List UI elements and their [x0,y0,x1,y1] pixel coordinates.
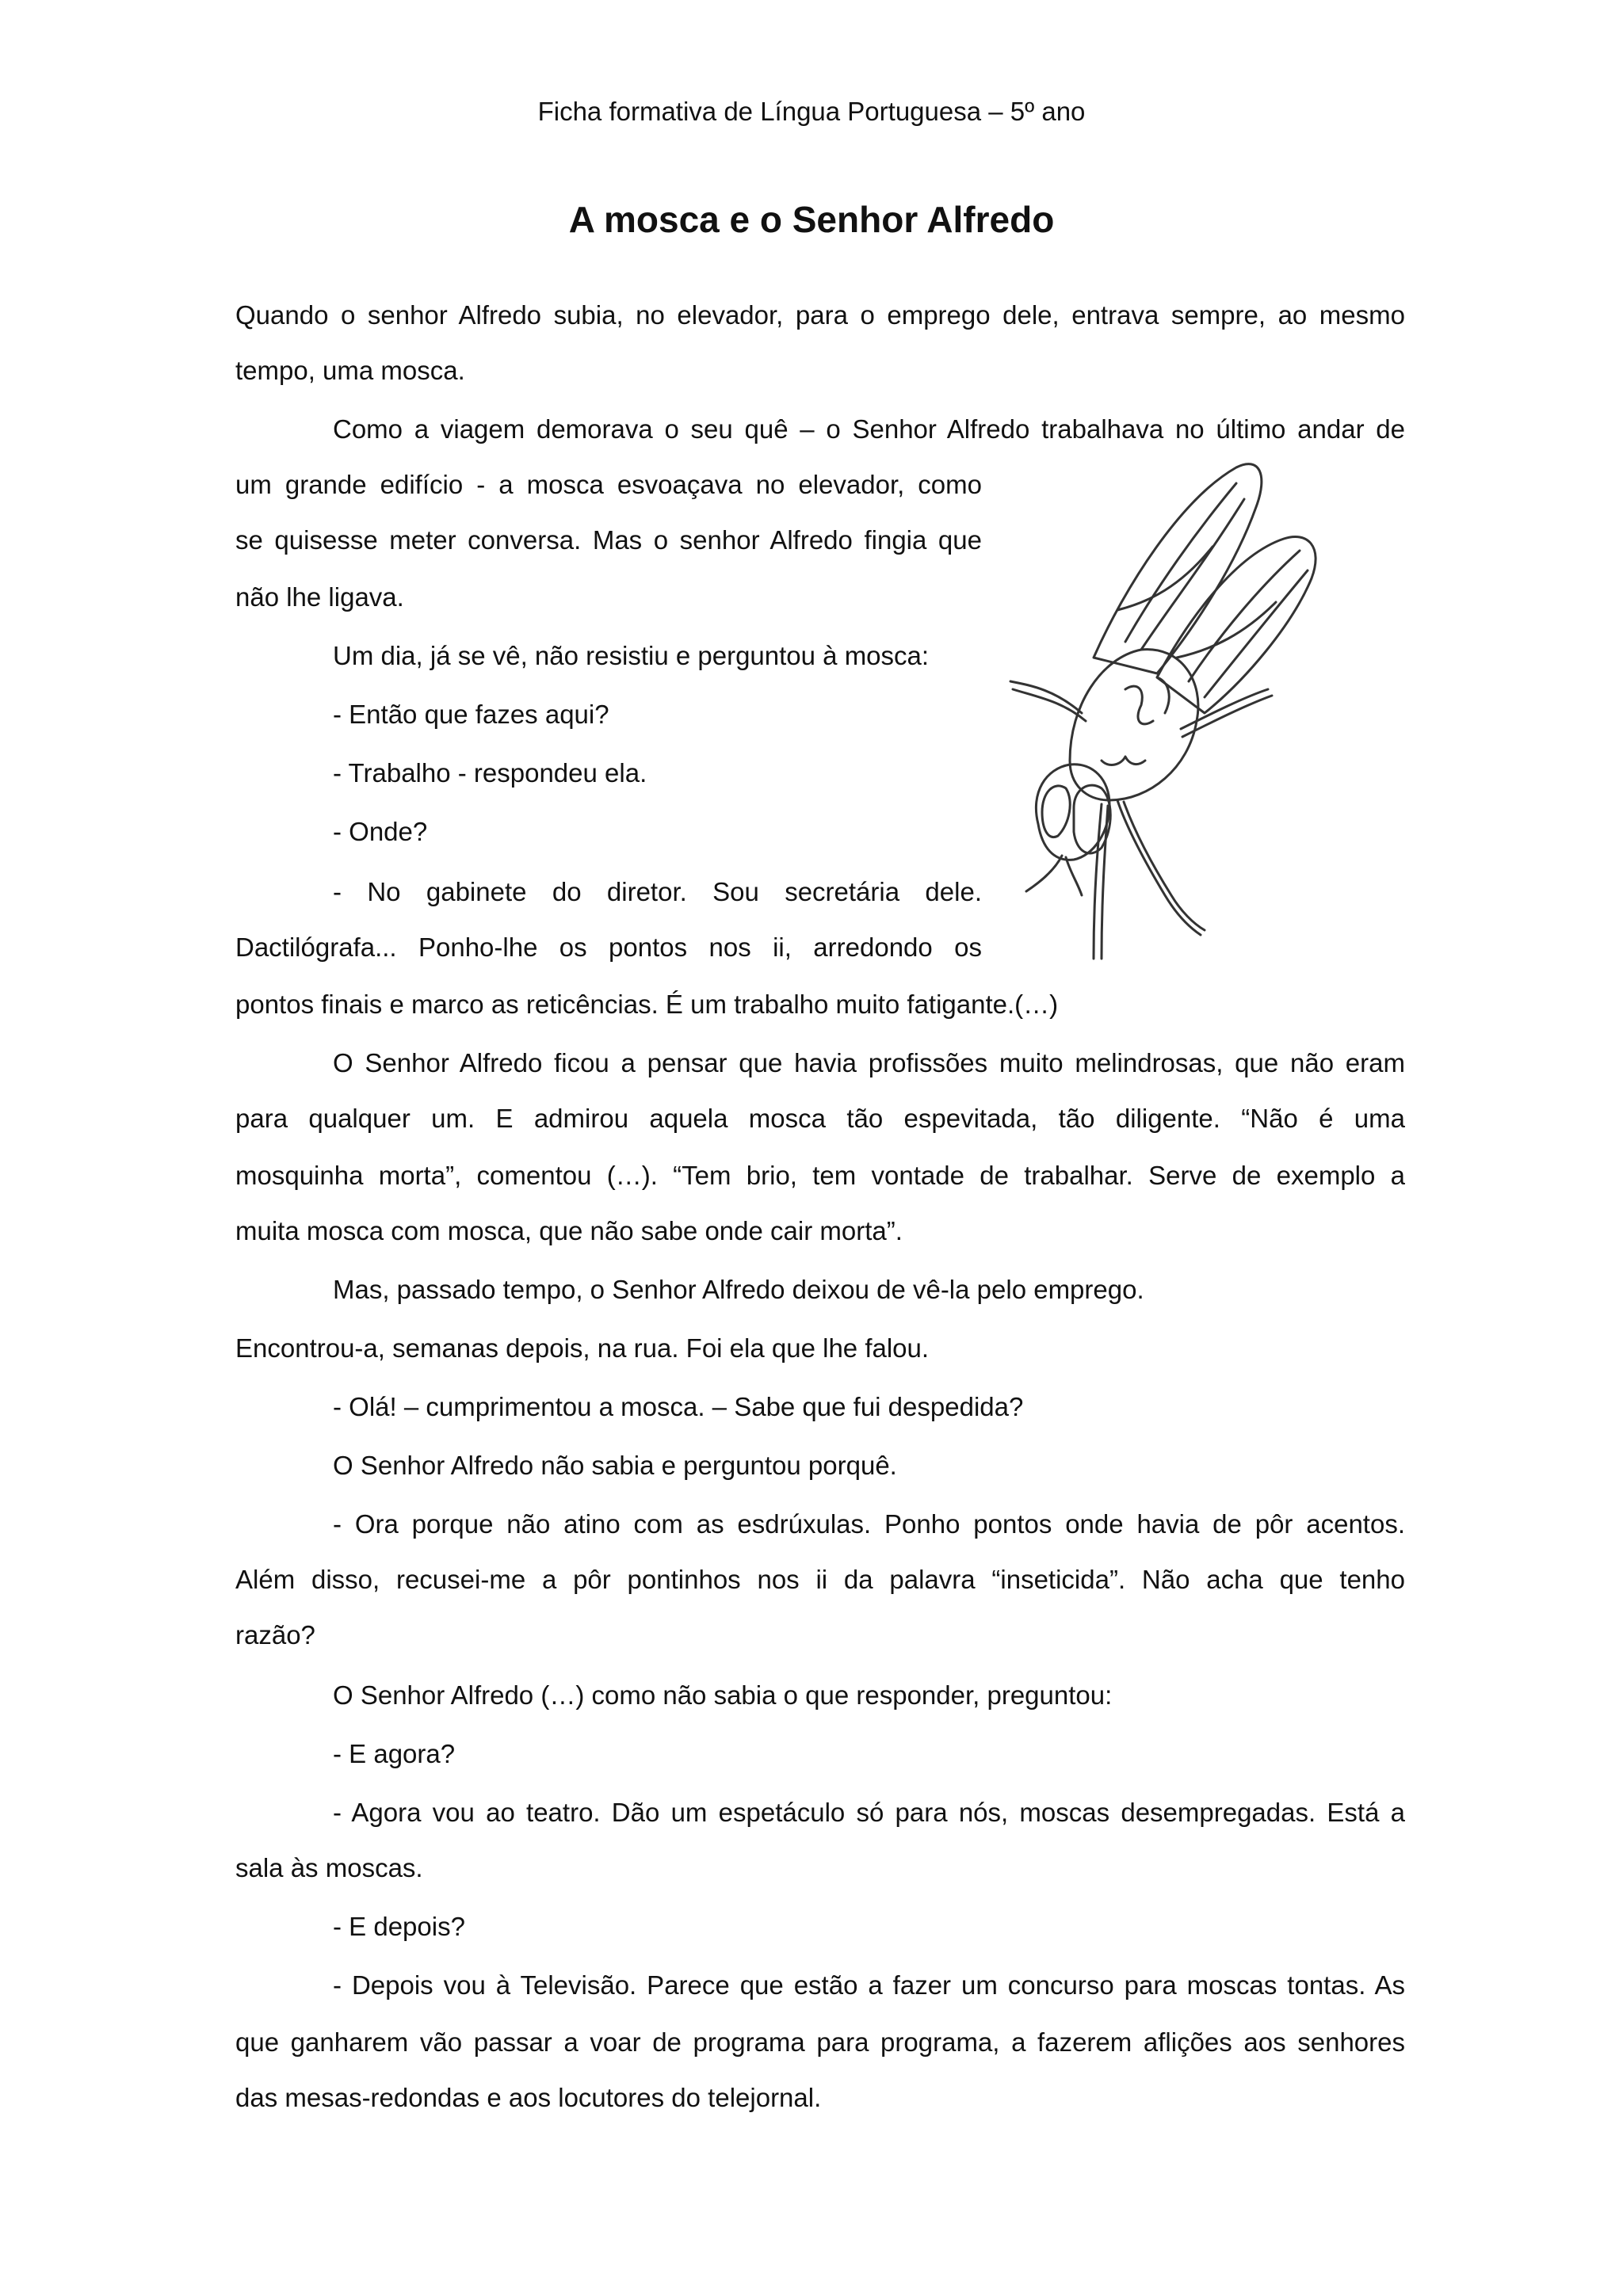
text-line: razão? [235,1620,315,1650]
text-line: - E agora? [333,1739,456,1768]
text-line: das mesas-redondas e aos locutores do telejornal. [235,2083,822,2112]
text-line: que ganharem vão passar a voar de programa para programa, a fazerem aflições aos senhores [235,2027,1405,2057]
text-line: Um dia, já se vê, não resistiu e perguntou à mosca: [333,641,930,670]
text-line: para qualquer um. E admirou aquela mosca tão espevitada, tão diligente. “Não é uma [235,1104,1405,1133]
text-line: - Onde? [333,817,428,846]
text-line: Encontrou-a, semanas depois, na rua. Foi ela que lhe falou. [235,1333,930,1363]
text-line: - Então que fazes aqui? [333,700,609,729]
text-line: O Senhor Alfredo (…) como não sabia o que responder, preguntou: [333,1680,1113,1710]
text-line: Dactilógrafa... Ponho-lhe os pontos nos ii, arredondo os [235,933,982,962]
text-line: pontos finais e marco as reticências. É um trabalho muito fatigante.(…) [235,990,1059,1019]
text-line: Mas, passado tempo, o Senhor Alfredo deixou de vê-la pelo emprego. [333,1275,1144,1304]
text-line: - No gabinete do diretor. Sou secretária dele. [333,877,982,906]
text-line: sala às moscas. [235,1853,423,1882]
text-line: O Senhor Alfredo ficou a pensar que havia profissões muito melindrosas, que não eram [333,1048,1405,1077]
text-line: tempo, uma mosca. [235,356,465,385]
text-line: se quisesse meter conversa. Mas o senhor Alfredo fingia que [235,525,982,555]
text-line: um grande edifício - a mosca esvoaçava no elevador, como [235,470,982,499]
fly-illustration [1006,452,1395,967]
text-line: - Ora porque não atino com as esdrúxulas. Ponho pontos onde havia de pôr acentos. [333,1509,1405,1539]
text-line: - Trabalho - respondeu ela. [333,758,647,788]
text-line: - E depois? [333,1912,465,1941]
text-line: não lhe ligava. [235,582,404,612]
story-title: A mosca e o Senhor Alfredo [568,199,1055,240]
text-line: - Agora vou ao teatro. Dão um espetáculo só para nós, moscas desempregadas. Está a [333,1798,1405,1827]
text-line: mosquinha morta”, comentou (…). “Tem brio, tem vontade de trabalhar. Serve de exemplo a [235,1161,1405,1190]
text-line: - Depois vou à Televisão. Parece que estão a fazer um concurso para moscas tontas. As [333,1970,1405,2000]
text-line: Como a viagem demorava o seu quê – o Senhor Alfredo trabalhava no último andar de [333,414,1405,444]
text-line: O Senhor Alfredo não sabia e perguntou porquê. [333,1451,897,1480]
text-line: - Olá! – cumprimentou a mosca. – Sabe que fui despedida? [333,1392,1024,1421]
text-line: Quando o senhor Alfredo subia, no elevador, para o emprego dele, entrava sempre, ao mesmo [235,300,1405,330]
page-header: Ficha formativa de Língua Portuguesa – 5º ano [537,97,1086,126]
text-line: Além disso, recusei-me a pôr pontinhos nos ii da palavra “inseticida”. Não acha que tenho [235,1565,1405,1594]
text-line: muita mosca com mosca, que não sabe onde cair morta”. [235,1216,903,1245]
